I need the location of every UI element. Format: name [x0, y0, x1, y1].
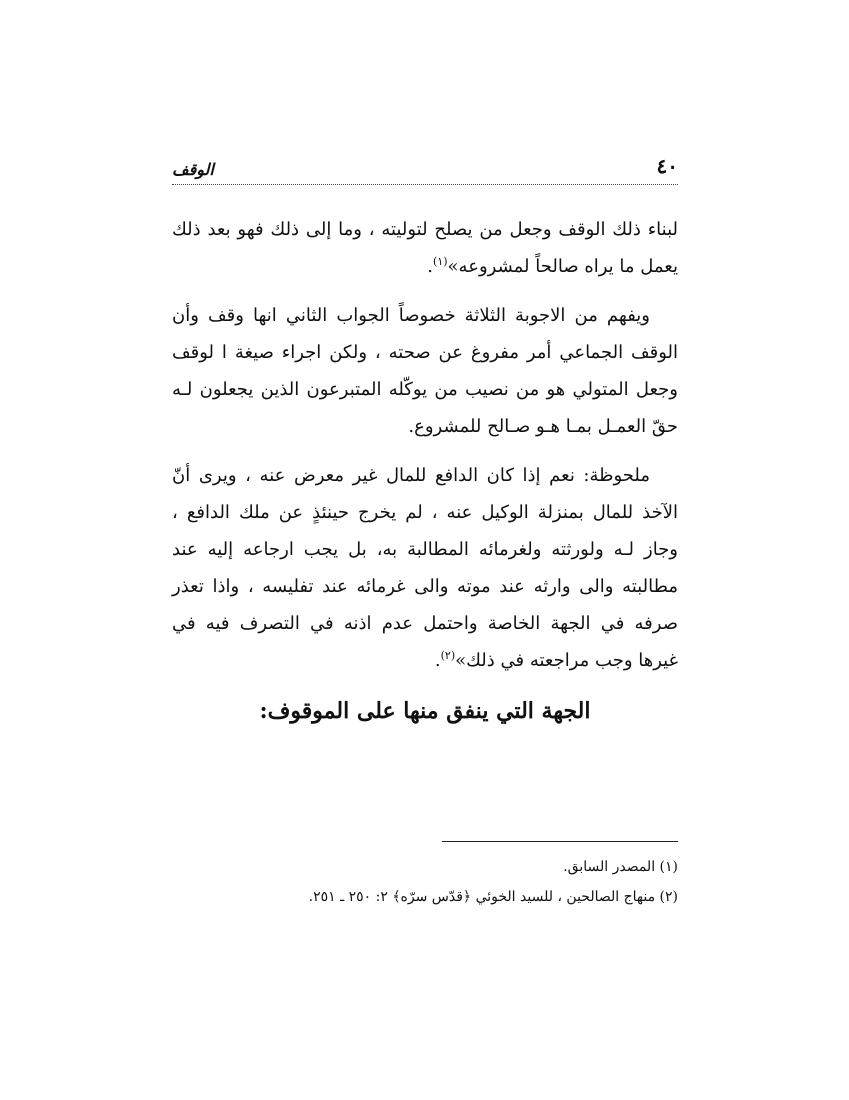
paragraph-2: ويفهم من الاجوبة الثلاثة خصوصاً الجواب الثاني انها وقف وأن الوقف الجماعي أمر مفروغ عن صحته ، ولكن اجراء صيغة ا لوقف وجعل المتولي هو من نصيب من يوكّله المتبرعون الذين يجعلون لـه حقّ العمـل بمـا هـو صـالح للمشروع. — [172, 305, 678, 437]
paragraph-3-text: ملحوظة: نعم إذا كان الدافع للمال غير معرض عنه ، ويرى أنّ الآخذ للمال بمنزلة الوكيل عنه ، لم يخرج حينئذٍ عن ملك الدافع ، وجاز لـه ولورثته ولغرمائه المطالبة به، بل يجب ارجاعه إليه عند مطالبته والى وارثه عند موته والى غرمائه عند تفليسه ، واذا تعذر صرفه في الجهة الخاصة واحتمل عدم اذنه في التصرف فيه في غيرها وجب مراجعته في ذلك» — [172, 465, 678, 671]
page-header — [172, 150, 678, 185]
section-heading: الجهة التي ينفق منها على الموقوف: — [259, 698, 591, 724]
page-number: ٤٠ — [656, 154, 678, 178]
paragraph-3 — [172, 457, 678, 679]
paragraph-1-end: . — [427, 256, 434, 277]
footnotes — [172, 854, 678, 910]
running-title: الوقف — [172, 160, 214, 179]
footnote-divider — [442, 841, 678, 842]
document-page — [172, 150, 678, 914]
footnote-1: (١) المصدر السابق. — [563, 859, 678, 875]
paragraph-3-end: . — [434, 650, 441, 671]
footnote-2: (٢) منهاج الصالحين ، للسيد الخوئي ﴿قدّس سرّه﴾ ٢: ٢٥٠ ـ ٢٥١. — [308, 889, 678, 905]
footnote-ref-2[interactable]: (٢) — [440, 649, 456, 662]
footnote-ref-1[interactable]: (١) — [433, 255, 448, 268]
paragraph-1-text: لبناء ذلك الوقف وجعل من يصلح لتوليته ، وما إلى ذلك فهو بعد ذلك يعمل ما يراه صالحاً لمشروعه» — [172, 219, 678, 277]
paragraph-1 — [172, 211, 678, 285]
